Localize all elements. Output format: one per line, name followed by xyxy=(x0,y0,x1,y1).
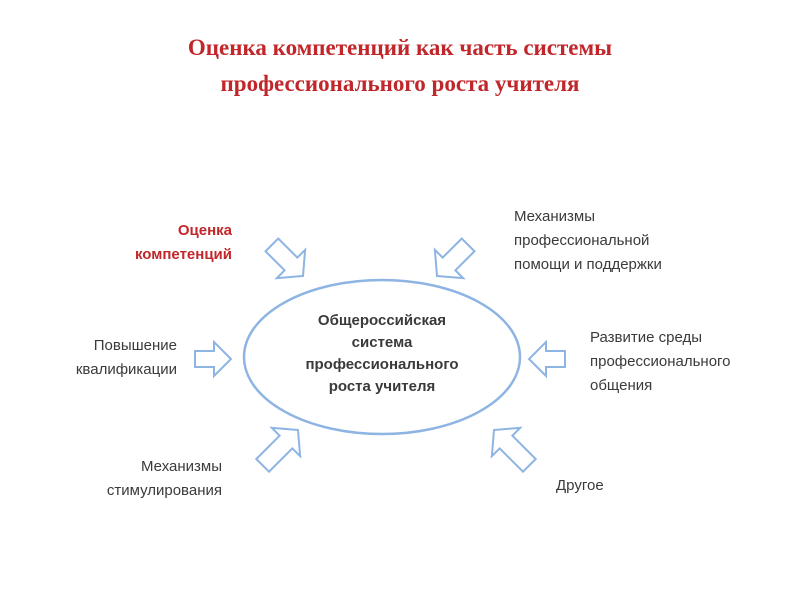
label-environment-line-3: общения xyxy=(590,377,653,394)
central-label-line-3: профессионального xyxy=(305,356,459,373)
label-support-line-3: помощи и поддержки xyxy=(514,256,662,273)
arrow-from-environment xyxy=(529,342,565,376)
label-assessment xyxy=(135,219,232,267)
slide-title-line-2: профессионального роста учителя xyxy=(220,71,580,96)
central-label-line-4: роста учителя xyxy=(328,378,436,395)
label-environment-line-2: профессионального xyxy=(590,353,731,370)
central-label-line-1: Общероссийская xyxy=(317,312,447,329)
label-environment xyxy=(590,326,731,398)
label-environment-line-1: Развитие среды xyxy=(590,329,703,346)
arrow-from-stimulation xyxy=(249,416,313,480)
label-stimulation-line-2: стимулирования xyxy=(106,482,222,499)
arrow-from-assessment xyxy=(258,231,317,290)
arrow-from-other xyxy=(480,416,544,480)
label-other xyxy=(556,474,604,498)
arrow-from-support xyxy=(423,231,482,290)
label-qualification-line-1: Повышение xyxy=(93,337,177,354)
central-label xyxy=(262,310,502,398)
label-qualification xyxy=(76,334,177,382)
arrow-from-qualification xyxy=(195,342,231,376)
label-support-line-2: профессиональной xyxy=(514,232,650,249)
central-label-line-2: система xyxy=(351,334,413,351)
label-other-line-1: Другое xyxy=(556,477,604,494)
label-qualification-line-2: квалификации xyxy=(75,361,177,378)
label-support-line-1: Механизмы xyxy=(514,208,595,225)
label-stimulation xyxy=(107,455,222,503)
label-support xyxy=(514,205,662,277)
slide-title-line-1: Оценка компетенций как часть системы xyxy=(187,35,613,60)
label-stimulation-line-1: Механизмы xyxy=(141,458,222,475)
label-assessment-line-2: компетенций xyxy=(135,246,232,263)
label-assessment-line-1: Оценка xyxy=(177,222,232,239)
